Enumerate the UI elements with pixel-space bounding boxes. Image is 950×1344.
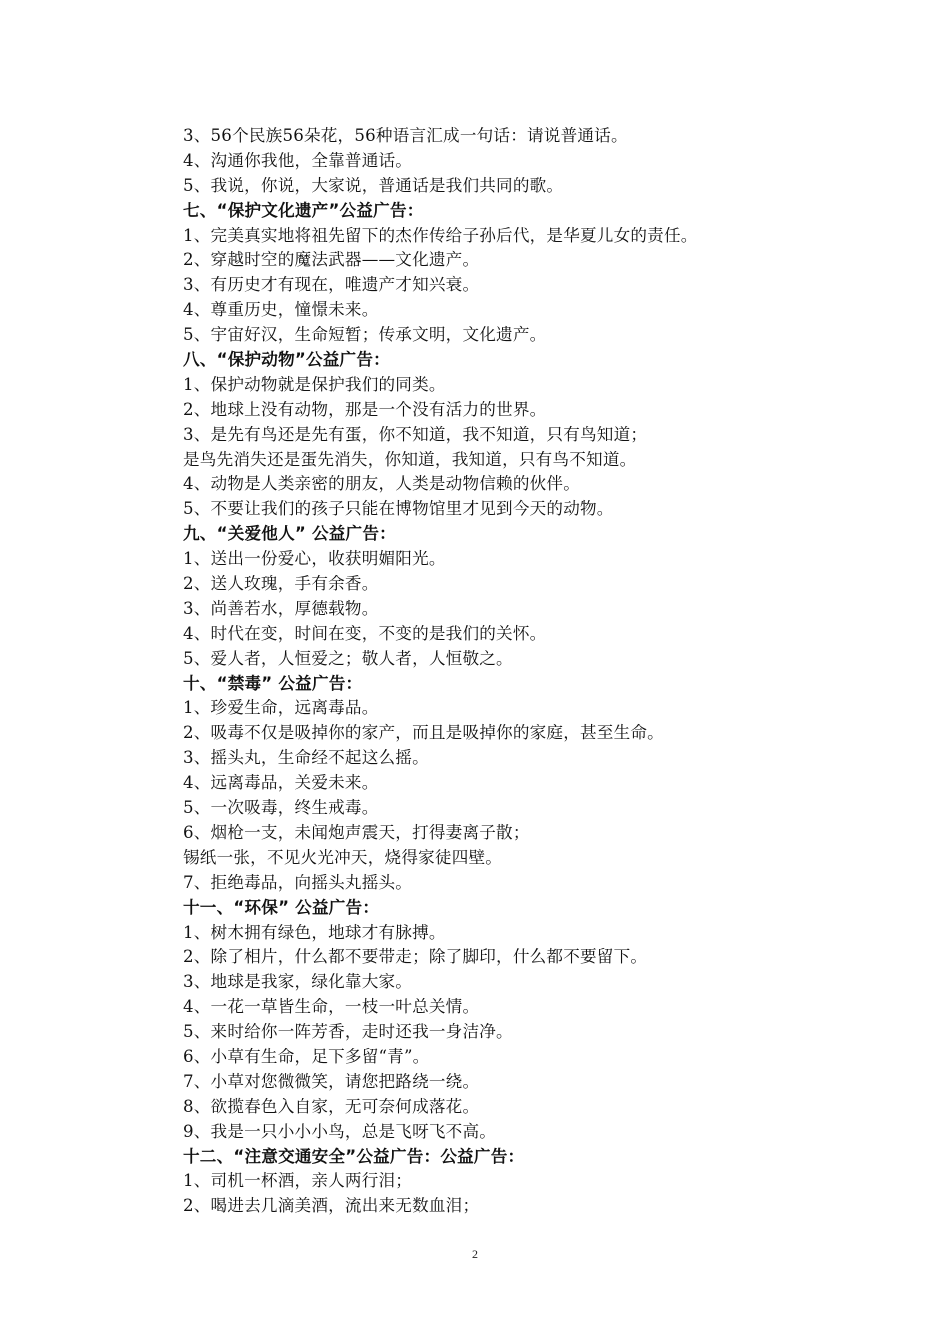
text-line: 4、时代在变，时间在变，不变的是我们的关怀。 [183,623,547,643]
text-line: 5、来时给你一阵芳香，走时还我一身洁净。 [183,1022,513,1042]
text-line: 5、我说，你说，大家说，普通话是我们共同的歌。 [183,175,564,195]
text-line: 3、56个民族56朵花，56种语言汇成一句话：请说普通话。 [183,126,628,145]
text-line: 9、我是一只小小小鸟，总是飞呀飞不高。 [183,1121,497,1141]
section-heading: 十二、“注意交通安全”公益广告：公益广告： [183,1146,525,1166]
text-line: 5、宇宙好汉，生命短暂；传承文明，文化遗产。 [183,325,547,345]
text-line: 3、地球是我家，绿化靠大家。 [183,972,413,992]
text-line: 4、沟通你我他，全靠普通话。 [183,150,413,170]
text-line: 4、一花一草皆生命，一枝一叶总关情。 [183,997,480,1017]
section-heading: 九、“关爱他人” 公益广告： [183,524,396,544]
text-line: 1、送出一份爱心，收获明媚阳光。 [183,549,446,569]
text-line: 6、烟枪一支，未闻炮声震天，打得妻离子散； [183,822,530,842]
text-line: 2、喝进去几滴美酒，流出来无数血泪； [183,1196,480,1216]
text-line: 2、吸毒不仅是吸掉你的家产，而且是吸掉你的家庭，甚至生命。 [183,723,664,743]
text-line: 3、尚善若水，厚德载物。 [183,598,379,618]
section-heading: 八、“保护动物”公益广告： [183,350,390,370]
text-line: 1、完美真实地将祖先留下的杰作传给子孙后代，是华夏儿女的责任。 [183,225,698,245]
text-line: 1、保护动物就是保护我们的同类。 [183,374,446,394]
text-line: 3、有历史才有现在，唯遗产才知兴衰。 [183,275,480,295]
text-line: 3、是先有鸟还是先有蛋，你不知道，我不知道，只有鸟知道； [183,424,648,444]
text-line: 5、不要让我们的孩子只能在博物馆里才见到今天的动物。 [183,499,614,519]
text-line: 1、树木拥有绿色，地球才有脉搏。 [183,922,446,942]
text-line: 4、动物是人类亲密的朋友，人类是动物信赖的伙伴。 [183,474,581,494]
section-heading: 七、“保护文化遗产”公益广告： [183,200,424,220]
text-line: 是鸟先消失还是蛋先消失，你知道，我知道，只有鸟不知道。 [183,449,637,469]
text-line: 2、穿越时空的魔法武器——文化遗产。 [183,250,480,270]
section-heading: 十、“禁毒” 公益广告： [183,673,363,693]
section-heading: 十一、“环保” 公益广告： [183,897,380,917]
text-line: 7、小草对您微微笑，请您把路绕一绕。 [183,1071,480,1091]
text-line: 8、欲揽春色入自家，无可奈何成落花。 [183,1096,480,1116]
text-line: 7、拒绝毒品，向摇头丸摇头。 [183,872,413,892]
text-line: 2、地球上没有动物，那是一个没有活力的世界。 [183,399,547,419]
page-body [183,124,823,1219]
text-line: 5、爱人者，人恒爱之；敬人者，人恒敬之。 [183,648,513,668]
text-line: 2、送人玫瑰，手有余香。 [183,574,379,594]
page-number: 2 [472,1247,478,1261]
text-line: 6、小草有生命，足下多留“青”。 [183,1046,430,1066]
text-line: 锡纸一张，不见火光冲天，烧得家徒四壁。 [183,847,503,867]
text-line: 3、摇头丸，生命经不起这么摇。 [183,748,429,768]
text-line: 2、除了相片，什么都不要带走；除了脚印，什么都不要留下。 [183,947,648,967]
text-line: 4、远离毒品，关爱未来。 [183,773,379,793]
text-line: 4、尊重历史，憧憬未来。 [183,300,379,320]
text-line: 1、司机一杯酒，亲人两行泪； [183,1171,413,1191]
text-line: 1、珍爱生命，远离毒品。 [183,698,379,718]
text-line: 5、一次吸毒，终生戒毒。 [183,798,379,818]
